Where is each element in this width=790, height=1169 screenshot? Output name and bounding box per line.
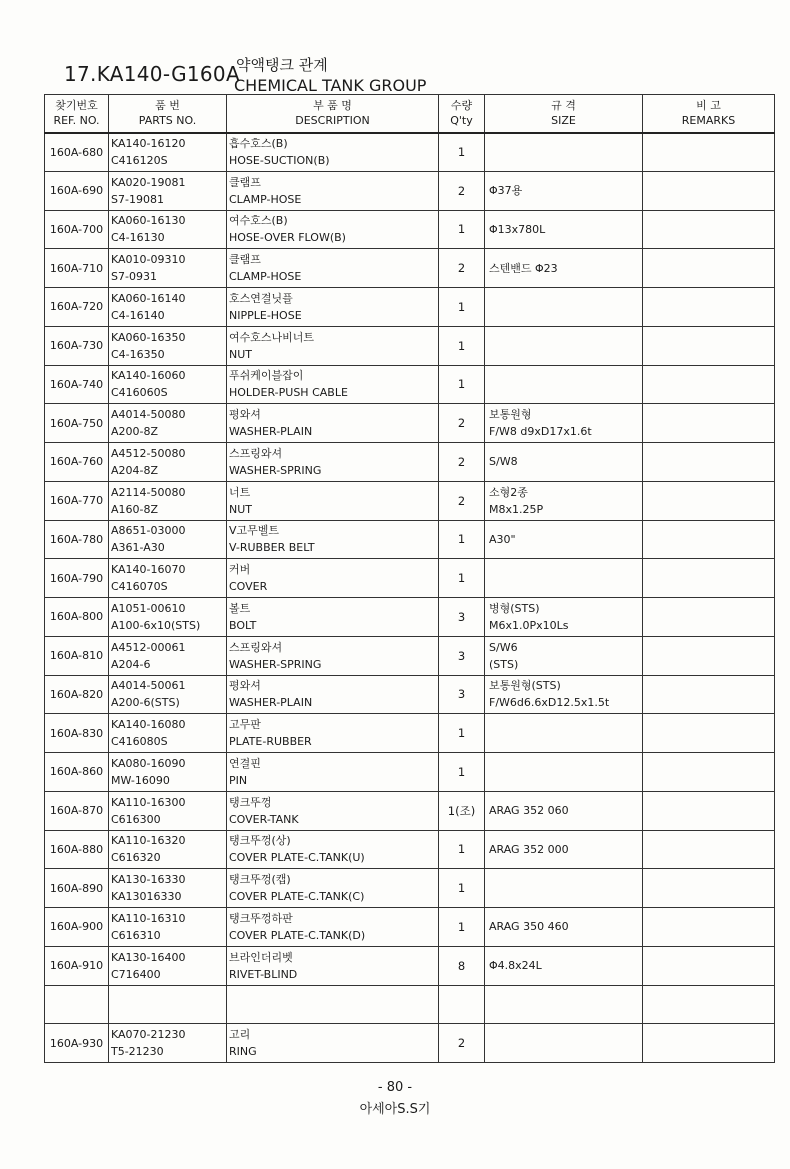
size bbox=[485, 714, 643, 753]
remarks bbox=[643, 520, 775, 559]
size bbox=[485, 133, 643, 172]
quantity: 2 bbox=[439, 443, 485, 482]
size: 보통원형(STS) F/W6d6.6xD12.5x1.5t bbox=[485, 675, 643, 714]
table-row bbox=[45, 288, 775, 327]
size bbox=[485, 288, 643, 327]
remarks bbox=[643, 249, 775, 288]
parts-number: KA060-16130 C4-16130 bbox=[109, 210, 227, 249]
ref-number: 160A-860 bbox=[45, 753, 109, 792]
ref-number: 160A-930 bbox=[45, 1024, 109, 1063]
quantity: 1 bbox=[439, 559, 485, 598]
table-row bbox=[45, 559, 775, 598]
quantity: 2 bbox=[439, 1024, 485, 1063]
company-name: 아세아S.S기 bbox=[359, 1102, 431, 1117]
remarks bbox=[643, 1024, 775, 1063]
header-description: 부 품 명 DESCRIPTION bbox=[227, 95, 439, 133]
parts-number: KA140-16120 C416120S bbox=[109, 133, 227, 172]
size bbox=[485, 985, 643, 1024]
table-row bbox=[45, 675, 775, 714]
description: V고무벨트 V-RUBBER BELT bbox=[227, 520, 439, 559]
description: 탱크뚜껑하판 COVER PLATE-C.TANK(D) bbox=[227, 908, 439, 947]
parts-number: KA130-16400 C716400 bbox=[109, 946, 227, 985]
table-row bbox=[45, 791, 775, 830]
remarks bbox=[643, 365, 775, 404]
parts-number: KA010-09310 S7-0931 bbox=[109, 249, 227, 288]
page-title-english: CHEMICAL TANK GROUP bbox=[234, 76, 427, 95]
quantity: 2 bbox=[439, 249, 485, 288]
size: Φ4.8x24L bbox=[485, 946, 643, 985]
page-title-code: 17.KA140-G160A bbox=[64, 62, 240, 86]
parts-number: A4512-50080 A204-8Z bbox=[109, 443, 227, 482]
parts-number: KA070-21230 T5-21230 bbox=[109, 1024, 227, 1063]
table-row bbox=[45, 869, 775, 908]
remarks bbox=[643, 753, 775, 792]
ref-number bbox=[45, 985, 109, 1024]
table-row bbox=[45, 714, 775, 753]
parts-number: A4014-50080 A200-8Z bbox=[109, 404, 227, 443]
description: 클램프 CLAMP-HOSE bbox=[227, 171, 439, 210]
parts-number: KA060-16350 C4-16350 bbox=[109, 326, 227, 365]
table-row bbox=[45, 404, 775, 443]
quantity: 3 bbox=[439, 675, 485, 714]
parts-number: A8651-03000 A361-A30 bbox=[109, 520, 227, 559]
remarks bbox=[643, 791, 775, 830]
remarks bbox=[643, 288, 775, 327]
size bbox=[485, 365, 643, 404]
ref-number: 160A-750 bbox=[45, 404, 109, 443]
table-row bbox=[45, 481, 775, 520]
ref-number: 160A-740 bbox=[45, 365, 109, 404]
table-row bbox=[45, 985, 775, 1024]
remarks bbox=[643, 404, 775, 443]
description: 흡수호스(B) HOSE-SUCTION(B) bbox=[227, 133, 439, 172]
parts-number: A4512-00061 A204-6 bbox=[109, 636, 227, 675]
size: ARAG 350 460 bbox=[485, 908, 643, 947]
remarks bbox=[643, 443, 775, 482]
description: 푸쉬케이블잡이 HOLDER-PUSH CABLE bbox=[227, 365, 439, 404]
ref-number: 160A-820 bbox=[45, 675, 109, 714]
parts-number: KA080-16090 MW-16090 bbox=[109, 753, 227, 792]
parts-table-body bbox=[45, 133, 775, 1063]
table-row bbox=[45, 1024, 775, 1063]
size bbox=[485, 326, 643, 365]
quantity: 1 bbox=[439, 210, 485, 249]
description: 클램프 CLAMP-HOSE bbox=[227, 249, 439, 288]
header-remarks: 비 고 REMARKS bbox=[643, 95, 775, 133]
table-row bbox=[45, 636, 775, 675]
size bbox=[485, 869, 643, 908]
size: S/W6 (STS) bbox=[485, 636, 643, 675]
table-row bbox=[45, 210, 775, 249]
size: 보통원형 F/W8 d9xD17x1.6t bbox=[485, 404, 643, 443]
quantity: 1 bbox=[439, 326, 485, 365]
description: 너트 NUT bbox=[227, 481, 439, 520]
remarks bbox=[643, 481, 775, 520]
description: 브라인더리벳 RIVET-BLIND bbox=[227, 946, 439, 985]
quantity: 2 bbox=[439, 404, 485, 443]
parts-number: KA110-16320 C616320 bbox=[109, 830, 227, 869]
remarks bbox=[643, 869, 775, 908]
ref-number: 160A-800 bbox=[45, 598, 109, 637]
remarks bbox=[643, 598, 775, 637]
remarks bbox=[643, 675, 775, 714]
parts-table bbox=[44, 94, 775, 1063]
ref-number: 160A-830 bbox=[45, 714, 109, 753]
description: 평와셔 WASHER-PLAIN bbox=[227, 404, 439, 443]
remarks bbox=[643, 985, 775, 1024]
parts-number bbox=[109, 985, 227, 1024]
header-size: 규 격 SIZE bbox=[485, 95, 643, 133]
parts-number: KA140-16070 C416070S bbox=[109, 559, 227, 598]
quantity: 1 bbox=[439, 714, 485, 753]
ref-number: 160A-880 bbox=[45, 830, 109, 869]
parts-number: A4014-50061 A200-6(STS) bbox=[109, 675, 227, 714]
table-row bbox=[45, 520, 775, 559]
ref-number: 160A-790 bbox=[45, 559, 109, 598]
size: ARAG 352 060 bbox=[485, 791, 643, 830]
description: 연결핀 PIN bbox=[227, 753, 439, 792]
size: 병형(STS) M6x1.0Px10Ls bbox=[485, 598, 643, 637]
remarks bbox=[643, 559, 775, 598]
remarks bbox=[643, 326, 775, 365]
page-title-korean: 약액탱크 관계 bbox=[236, 56, 328, 74]
description: 볼트 BOLT bbox=[227, 598, 439, 637]
size: 스텐밴드 Φ23 bbox=[485, 249, 643, 288]
table-header-row bbox=[45, 95, 775, 133]
description bbox=[227, 985, 439, 1024]
table-row bbox=[45, 326, 775, 365]
description: 평와셔 WASHER-PLAIN bbox=[227, 675, 439, 714]
ref-number: 160A-690 bbox=[45, 171, 109, 210]
remarks bbox=[643, 830, 775, 869]
description: 여수호스(B) HOSE-OVER FLOW(B) bbox=[227, 210, 439, 249]
table-row bbox=[45, 946, 775, 985]
size: Φ37용 bbox=[485, 171, 643, 210]
ref-number: 160A-900 bbox=[45, 908, 109, 947]
parts-number: KA020-19081 S7-19081 bbox=[109, 171, 227, 210]
size: Φ13x780L bbox=[485, 210, 643, 249]
description: 스프링와셔 WASHER-SPRING bbox=[227, 636, 439, 675]
remarks bbox=[643, 636, 775, 675]
parts-number: A1051-00610 A100-6x10(STS) bbox=[109, 598, 227, 637]
ref-number: 160A-720 bbox=[45, 288, 109, 327]
description: 고리 RING bbox=[227, 1024, 439, 1063]
description: 스프링와셔 WASHER-SPRING bbox=[227, 443, 439, 482]
table-row bbox=[45, 171, 775, 210]
quantity: 1 bbox=[439, 830, 485, 869]
parts-number: KA130-16330 KA13016330 bbox=[109, 869, 227, 908]
ref-number: 160A-890 bbox=[45, 869, 109, 908]
ref-number: 160A-730 bbox=[45, 326, 109, 365]
quantity bbox=[439, 985, 485, 1024]
parts-number: KA140-16080 C416080S bbox=[109, 714, 227, 753]
size: ARAG 352 000 bbox=[485, 830, 643, 869]
quantity: 1 bbox=[439, 753, 485, 792]
description: 호스연결닛플 NIPPLE-HOSE bbox=[227, 288, 439, 327]
description: 고무판 PLATE-RUBBER bbox=[227, 714, 439, 753]
size bbox=[485, 1024, 643, 1063]
quantity: 1(조) bbox=[439, 791, 485, 830]
size bbox=[485, 559, 643, 598]
ref-number: 160A-770 bbox=[45, 481, 109, 520]
description: 탱크뚜껑(캡) COVER PLATE-C.TANK(C) bbox=[227, 869, 439, 908]
table-row bbox=[45, 753, 775, 792]
remarks bbox=[643, 210, 775, 249]
size: 소형2종 M8x1.25P bbox=[485, 481, 643, 520]
table-row bbox=[45, 249, 775, 288]
ref-number: 160A-700 bbox=[45, 210, 109, 249]
quantity: 3 bbox=[439, 598, 485, 637]
ref-number: 160A-710 bbox=[45, 249, 109, 288]
size bbox=[485, 753, 643, 792]
ref-number: 160A-760 bbox=[45, 443, 109, 482]
ref-number: 160A-910 bbox=[45, 946, 109, 985]
quantity: 1 bbox=[439, 133, 485, 172]
table-row bbox=[45, 443, 775, 482]
parts-number: KA110-16300 C616300 bbox=[109, 791, 227, 830]
quantity: 3 bbox=[439, 636, 485, 675]
parts-number: KA060-16140 C4-16140 bbox=[109, 288, 227, 327]
size: A30" bbox=[485, 520, 643, 559]
quantity: 1 bbox=[439, 365, 485, 404]
ref-number: 160A-870 bbox=[45, 791, 109, 830]
description: 커버 COVER bbox=[227, 559, 439, 598]
table-row bbox=[45, 830, 775, 869]
parts-number: A2114-50080 A160-8Z bbox=[109, 481, 227, 520]
quantity: 2 bbox=[439, 171, 485, 210]
description: 여수호스나비너트 NUT bbox=[227, 326, 439, 365]
ref-number: 160A-810 bbox=[45, 636, 109, 675]
quantity: 2 bbox=[439, 481, 485, 520]
size: S/W8 bbox=[485, 443, 643, 482]
quantity: 1 bbox=[439, 520, 485, 559]
page-number: - 80 - bbox=[377, 1080, 413, 1095]
quantity: 1 bbox=[439, 869, 485, 908]
remarks bbox=[643, 908, 775, 947]
parts-number: KA110-16310 C616310 bbox=[109, 908, 227, 947]
description: 탱크뚜껑 COVER-TANK bbox=[227, 791, 439, 830]
remarks bbox=[643, 946, 775, 985]
parts-number: KA140-16060 C416060S bbox=[109, 365, 227, 404]
quantity: 1 bbox=[439, 288, 485, 327]
quantity: 8 bbox=[439, 946, 485, 985]
table-row bbox=[45, 365, 775, 404]
description: 탱크뚜껑(상) COVER PLATE-C.TANK(U) bbox=[227, 830, 439, 869]
header-ref: 찾기번호 REF. NO. bbox=[45, 95, 109, 133]
header-qty: 수량 Q'ty bbox=[439, 95, 485, 133]
remarks bbox=[643, 171, 775, 210]
remarks bbox=[643, 714, 775, 753]
table-row bbox=[45, 908, 775, 947]
ref-number: 160A-780 bbox=[45, 520, 109, 559]
quantity: 1 bbox=[439, 908, 485, 947]
ref-number: 160A-680 bbox=[45, 133, 109, 172]
table-row bbox=[45, 598, 775, 637]
remarks bbox=[643, 133, 775, 172]
header-parts-no: 품 번 PARTS NO. bbox=[109, 95, 227, 133]
table-row bbox=[45, 133, 775, 172]
